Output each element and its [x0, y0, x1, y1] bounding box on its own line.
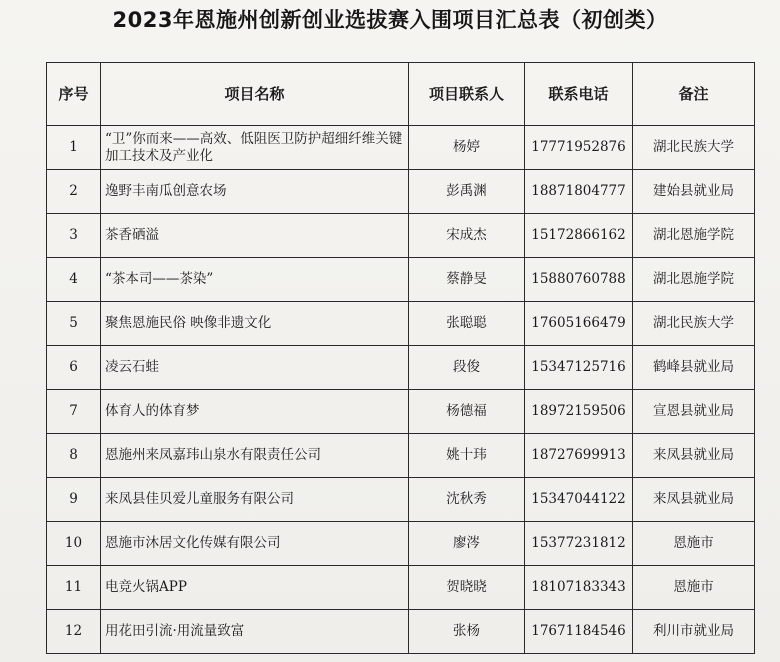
cell-note: 鹤峰县就业局: [633, 346, 755, 390]
cell-contact: 彭禹渊: [409, 170, 525, 214]
cell-project-name: “卫”你而来——高效、低阻医卫防护超细纤维关键加工技术及产业化: [101, 126, 409, 170]
cell-no: 9: [47, 478, 101, 522]
cell-no: 10: [47, 522, 101, 566]
cell-no: 4: [47, 258, 101, 302]
cell-no: 6: [47, 346, 101, 390]
header-phone: 联系电话: [525, 63, 633, 126]
cell-note: 恩施市: [633, 522, 755, 566]
cell-project-name: 用花田引流·用流量致富: [101, 610, 409, 654]
cell-phone: 15172866162: [525, 214, 633, 258]
table-row: [47, 390, 755, 434]
table-row: [47, 170, 755, 214]
cell-project-name: 聚焦恩施民俗 映像非遗文化: [101, 302, 409, 346]
cell-contact: 姚十玮: [409, 434, 525, 478]
cell-note: 湖北民族大学: [633, 302, 755, 346]
cell-phone: 17771952876: [525, 126, 633, 170]
header-note: 备注: [633, 63, 755, 126]
cell-phone: 15880760788: [525, 258, 633, 302]
cell-project-name: 茶香硒溢: [101, 214, 409, 258]
table-row: [47, 302, 755, 346]
cell-note: 来凤县就业局: [633, 478, 755, 522]
cell-phone: 17671184546: [525, 610, 633, 654]
cell-project-name: 凌云石蛙: [101, 346, 409, 390]
table-row: [47, 610, 755, 654]
cell-phone: 18107183343: [525, 566, 633, 610]
cell-contact: 廖涔: [409, 522, 525, 566]
cell-no: 11: [47, 566, 101, 610]
cell-no: 3: [47, 214, 101, 258]
cell-note: 来凤县就业局: [633, 434, 755, 478]
cell-project-name: 恩施州来凤嘉玮山泉水有限责任公司: [101, 434, 409, 478]
cell-note: 湖北民族大学: [633, 126, 755, 170]
cell-contact: 张聪聪: [409, 302, 525, 346]
table-row: [47, 478, 755, 522]
cell-phone: 18871804777: [525, 170, 633, 214]
document-title: 2023年恩施州创新创业选拔赛入围项目汇总表（初创类）: [112, 8, 668, 32]
table-row: [47, 126, 755, 170]
table-row: [47, 214, 755, 258]
cell-note: 湖北恩施学院: [633, 214, 755, 258]
table-body: [47, 126, 755, 654]
cell-note: 恩施市: [633, 566, 755, 610]
table-row: [47, 522, 755, 566]
table-header-row: [47, 63, 755, 126]
cell-no: 7: [47, 390, 101, 434]
table-row: [47, 258, 755, 302]
cell-phone: 15347044122: [525, 478, 633, 522]
cell-note: 湖北恩施学院: [633, 258, 755, 302]
cell-phone: 15347125716: [525, 346, 633, 390]
cell-no: 12: [47, 610, 101, 654]
cell-no: 5: [47, 302, 101, 346]
header-project-name: 项目名称: [101, 63, 409, 126]
cell-no: 8: [47, 434, 101, 478]
cell-contact: 段俊: [409, 346, 525, 390]
cell-project-name: 来凤县佳贝爱儿童服务有限公司: [101, 478, 409, 522]
cell-no: 1: [47, 126, 101, 170]
table-row: [47, 346, 755, 390]
cell-note: 利川市就业局: [633, 610, 755, 654]
cell-contact: 张杨: [409, 610, 525, 654]
cell-contact: 贺晓晓: [409, 566, 525, 610]
cell-contact: 杨德福: [409, 390, 525, 434]
cell-phone: 17605166479: [525, 302, 633, 346]
cell-phone: 18972159506: [525, 390, 633, 434]
summary-table: [46, 62, 755, 654]
cell-note: 宣恩县就业局: [633, 390, 755, 434]
cell-note: 建始县就业局: [633, 170, 755, 214]
table-row: [47, 434, 755, 478]
cell-project-name: 电竞火锅APP: [101, 566, 409, 610]
header-no: 序号: [47, 63, 101, 126]
cell-project-name: 逸野丰南瓜创意农场: [101, 170, 409, 214]
cell-contact: 蔡静旻: [409, 258, 525, 302]
cell-project-name: “茶本司——茶染”: [101, 258, 409, 302]
cell-project-name: 体育人的体育梦: [101, 390, 409, 434]
cell-contact: 宋成杰: [409, 214, 525, 258]
cell-contact: 沈秋秀: [409, 478, 525, 522]
cell-phone: 18727699913: [525, 434, 633, 478]
cell-phone: 15377231812: [525, 522, 633, 566]
cell-project-name: 恩施市沐居文化传媒有限公司: [101, 522, 409, 566]
table-row: [47, 566, 755, 610]
header-contact: 项目联系人: [409, 63, 525, 126]
cell-contact: 杨婷: [409, 126, 525, 170]
cell-no: 2: [47, 170, 101, 214]
